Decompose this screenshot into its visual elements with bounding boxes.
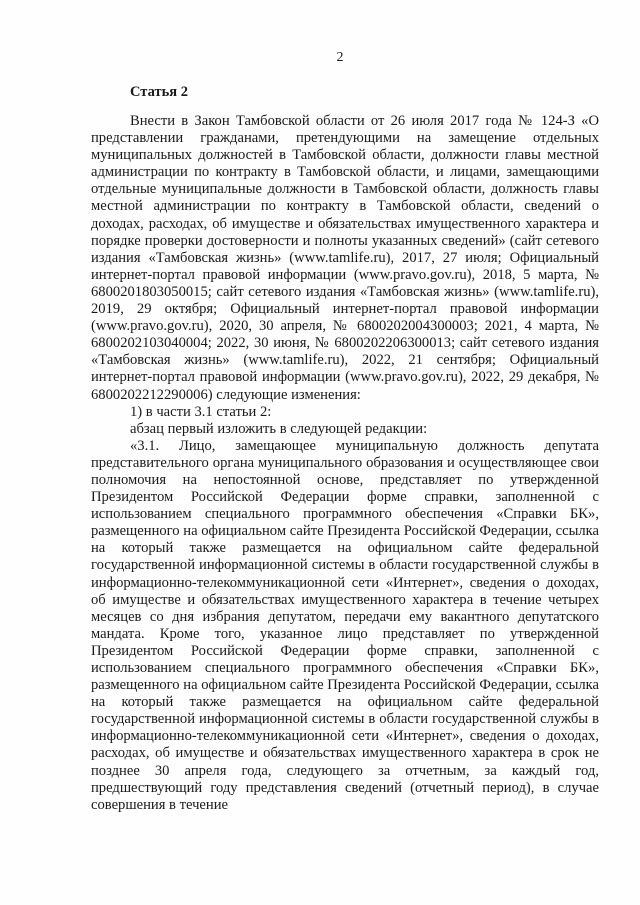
paragraph-sub-item: абзац первый изложить в следующей редакции: xyxy=(130,420,428,437)
paragraph-quote: «3.1. Лицо, замещающее муниципальную должность депутата представительного органа муниципального образования и осуществляющее свои полномочия на непостоянной основе, представляет по утвержденной Президентом Российской Федерации форме справки, заполненной с использованием специального программного обеспечения «Справки БК», размещенного на официальном сайте Президента Российской Федерации, ссылка на который также размещается на официальном сайте федеральной государственной информационной системы в области государственной службы в информационно-телекоммуникационной сети «Интернет», сведения о доходах, об имуществе и обязательствах имущественного характера в течение четырех месяцев со дня избрания депутатом, передачи ему вакантного депутатского мандата. Кроме того, указанное лицо представляет по утвержденной Президентом Российской Федерации форме справки, заполненной с использованием специального программного обеспечения «Справки БК», размещенного на официальном сайте Президента Российской Федерации, ссылка на который также размещается на официальном сайте федеральной государственной информационной системы в области государственной службы в информационно-телекоммуникационной сети «Интернет», сведения о доходах, расходах, об имуществе и обязательствах имущественного характера в срок не позднее 30 апреля года, следующего за отчетным, за каждый год, предшествующий году представления сведений (отчетный период), в случае совершения в течение xyxy=(91,437,599,813)
page-number: 2 xyxy=(336,50,344,65)
paragraph-intro: Внести в Закон Тамбовской области от 26 июля 2017 года № 124-З «О представлении гражданами, претендующими на замещение отдельных муниципальных должностей в Тамбовской области, должности главы местной администрации по контракту в Тамбовской области, и лицами, замещающими отдельные муниципальные должности в Тамбовской области, должность главы местной администрации по контракту в Тамбовской области, сведений о доходах, расходах, об имуществе и обязательствах имущественного характера и порядке проверки достоверности и полноты указанных сведений» (сайт сетевого издания «Тамбовская жизнь» (www.tamlife.ru), 2017, 27 июля; Официальный интернет-портал правовой информации (www.pravo.gov.ru), 2018, 5 марта, № 6800201803050015; сайт сетевого издания «Тамбовская жизнь» (www.tamlife.ru), 2019, 29 октября; Официальный интернет-портал правовой информации (www.pravo.gov.ru), 2020, 30 апреля, № 6800202004300003; 2021, 4 марта, № 6800202103040004; 2022, 30 июня, № 6800202206300013; сайт сетевого издания «Тамбовская жизнь» (www.tamlife.ru), 2022, 21 сентября; Официальный интернет-портал правовой информации (www.pravo.gov.ru), 2022, 29 декабря, № 6800202212290006) следующие изменения: xyxy=(91,113,599,403)
paragraph-item-1: 1) в части 3.1 статьи 2: xyxy=(130,403,272,420)
article-heading: Статья 2 xyxy=(130,84,188,100)
document-body xyxy=(91,113,599,814)
